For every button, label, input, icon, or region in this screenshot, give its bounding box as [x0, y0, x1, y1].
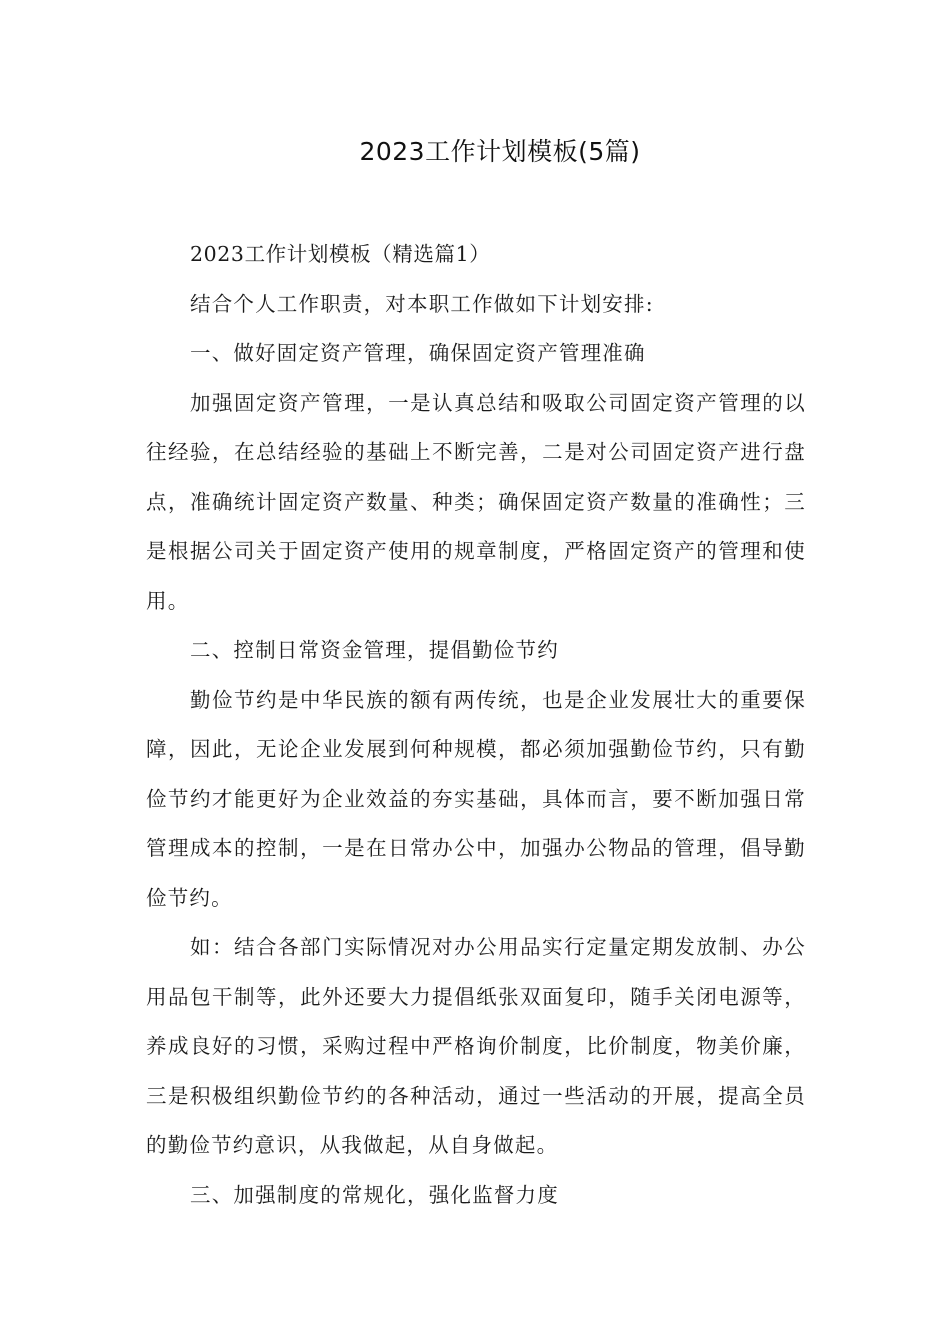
document-body [146, 230, 806, 1220]
body-paragraph-3: 如：结合各部门实际情况对办公用品实行定量定期发放制、办公用品包干制等，此外还要大力提倡纸张双面复印，随手关闭电源等，养成良好的习惯，采购过程中严格询价制度，比价制度，物美价廉，三是积极组织勤俭节约的各种活动，通过一些活动的开展，提高全员的勤俭节约意识，从我做起，从自身做起。 [146, 935, 806, 1157]
document-title: 2023工作计划模板(5篇) [359, 137, 641, 166]
section-heading-1: 一、做好固定资产管理，确保固定资产管理准确 [190, 341, 646, 365]
body-paragraph-2: 勤俭节约是中华民族的额有两传统，也是企业发展壮大的重要保障，因此，无论企业发展到何种规模，都必须加强勤俭节约，只有勤俭节约才能更好为企业效益的夯实基础，具体而言，要不断加强日常管理成本的控制，一是在日常办公中，加强办公物品的管理，倡导勤俭节约。 [146, 687, 806, 910]
section-heading-2: 二、控制日常资金管理，提倡勤俭节约 [190, 638, 559, 662]
body-paragraph-1: 加强固定资产管理，一是认真总结和吸取公司固定资产管理的以往经验，在总结经验的基础上不断完善，二是对公司固定资产进行盘点，准确统计固定资产数量、种类；确保固定资产数量的准确性；三是根据公司关于固定资产使用的规章制度，严格固定资产的管理和使用。 [146, 390, 806, 613]
intro-paragraph: 结合个人工作职责，对本职工作做如下计划安排: [190, 291, 654, 316]
section-heading-3: 三、加强制度的常规化，强化监督力度 [190, 1182, 559, 1207]
section-subtitle: 2023工作计划模板（精选篇1） [190, 242, 491, 266]
